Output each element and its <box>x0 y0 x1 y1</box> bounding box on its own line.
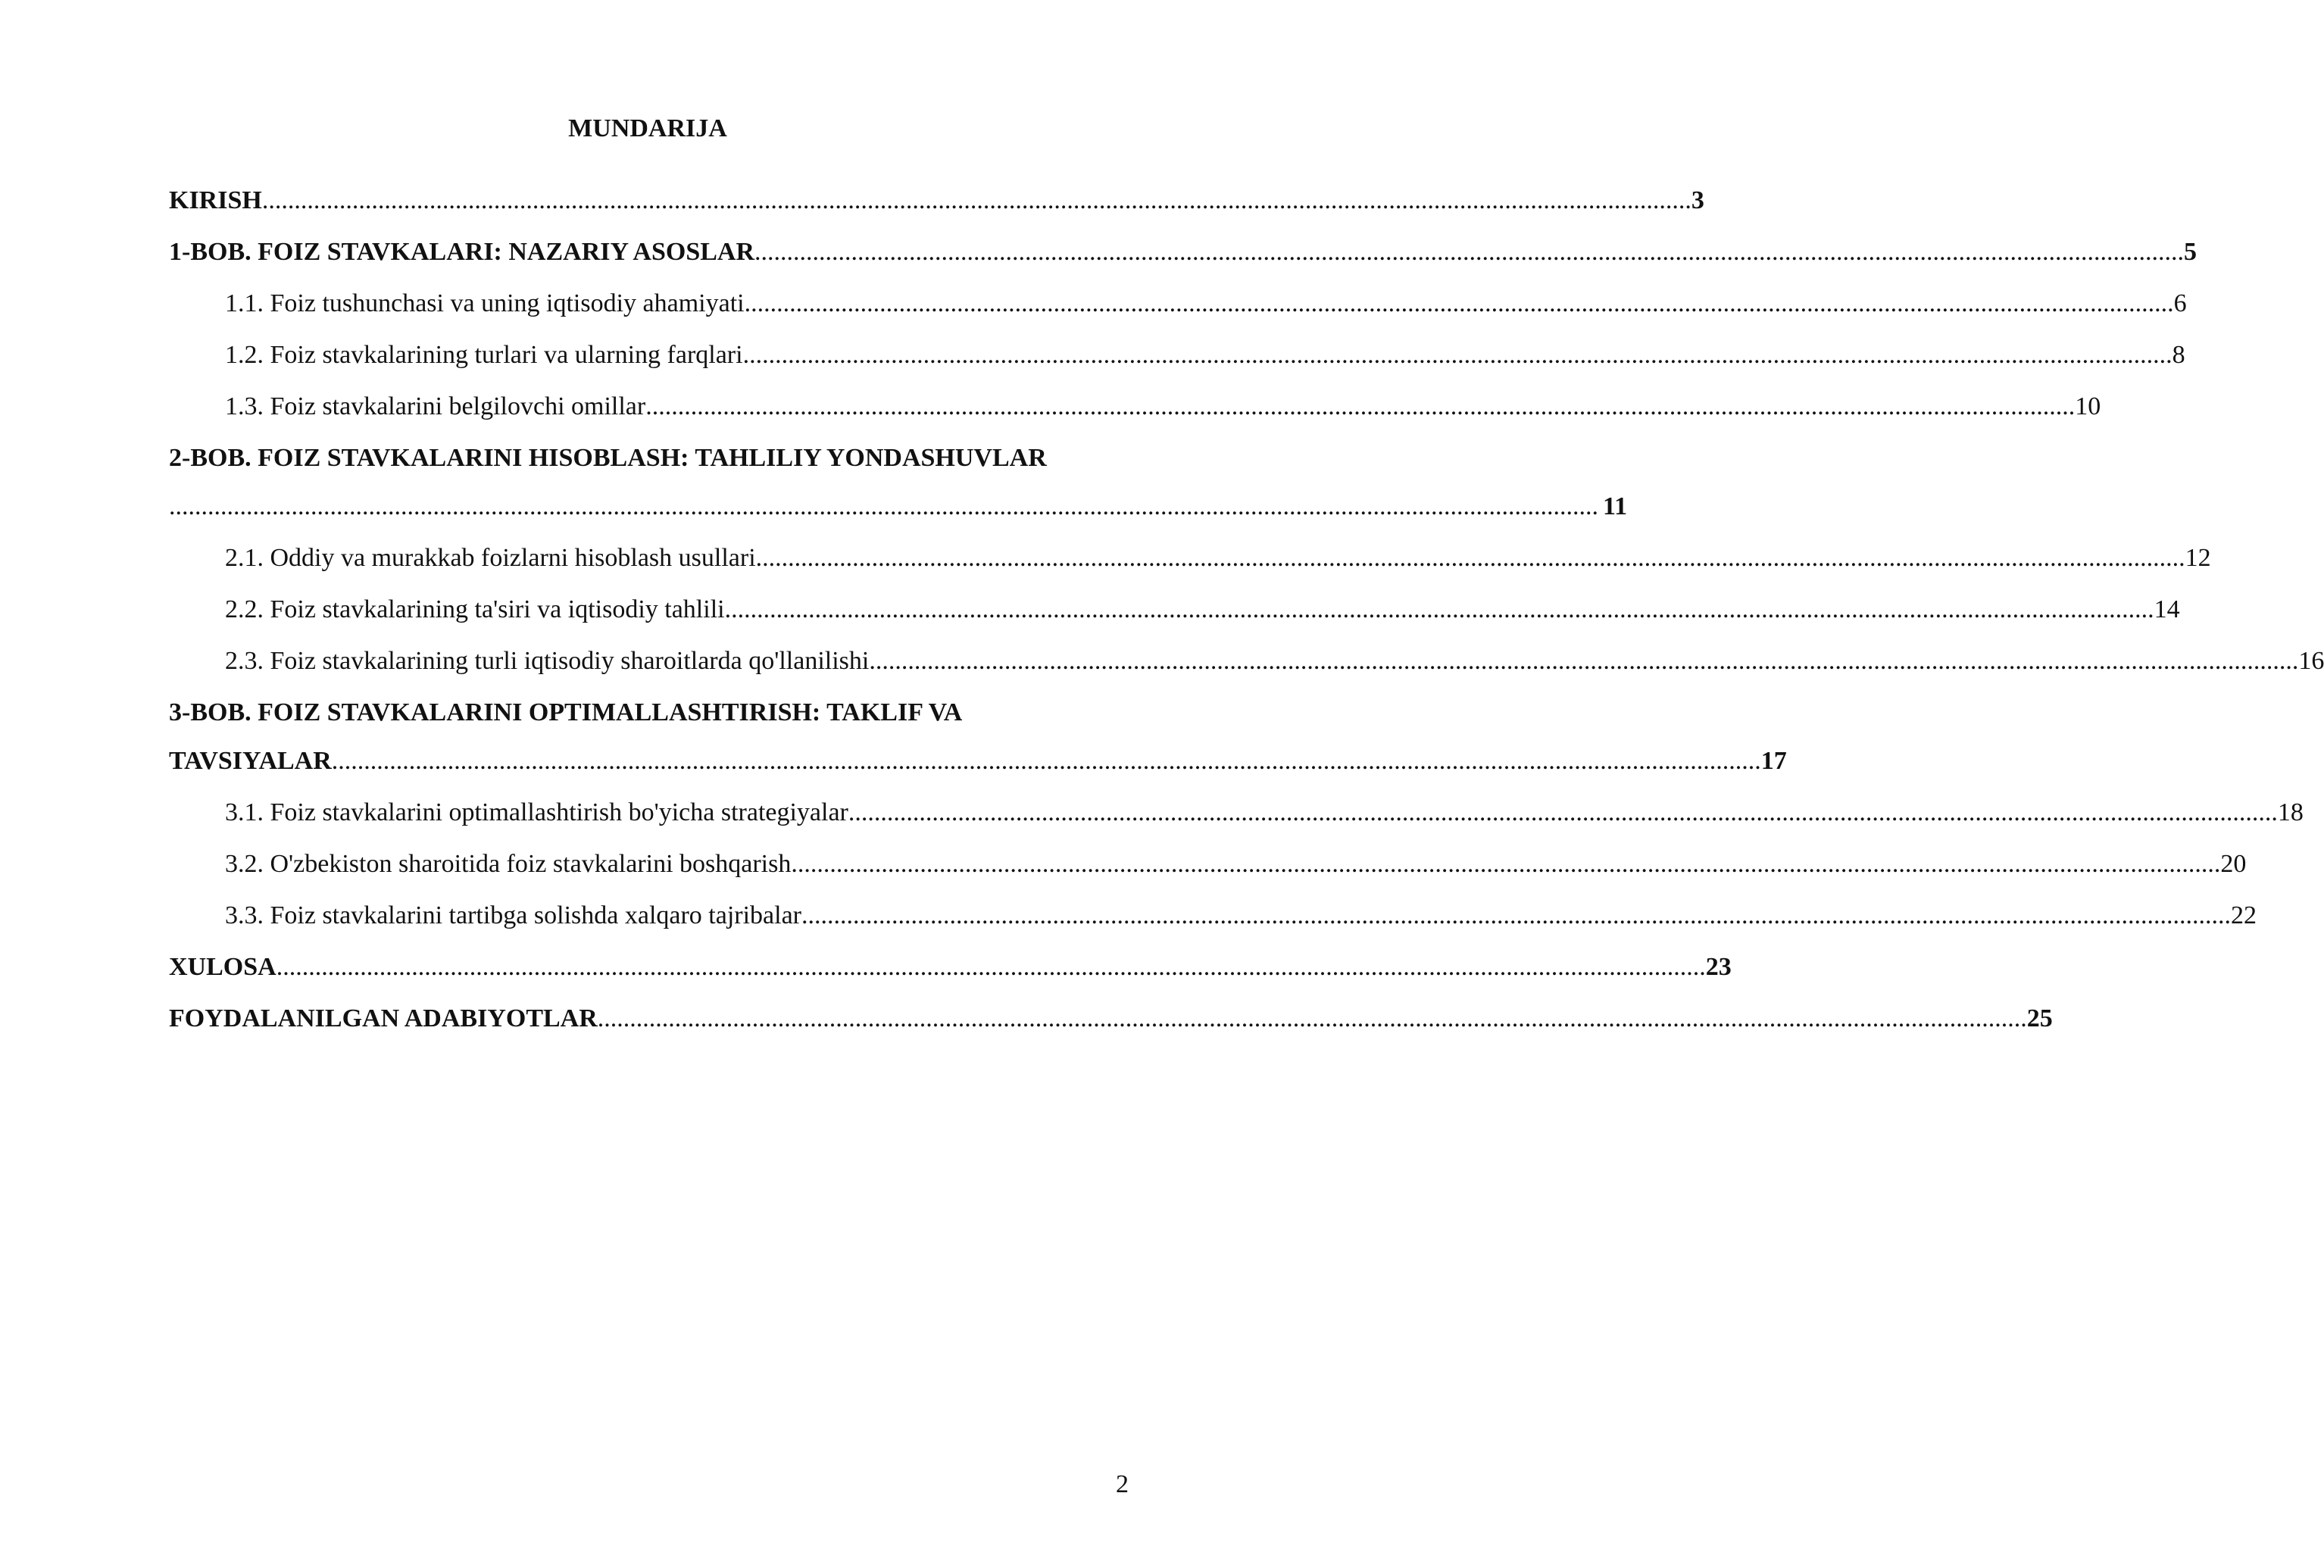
dot-leader: .............................................................................................................................................................................................................................. <box>276 953 1706 981</box>
toc-entry-bob-2-leader[interactable] <box>169 490 1628 525</box>
toc-entry-page: 12 <box>2185 544 2211 572</box>
toc-entry-label: 1-BOB. FOIZ STAVKALARI: NAZARIY ASOSLAR <box>169 238 755 266</box>
toc-entry-page: 14 <box>2154 595 2180 623</box>
dot-leader: .............................................................................................................................................................................................................................. <box>645 392 2076 420</box>
toc-entry-page: 23 <box>1705 953 1732 981</box>
page-title: MUNDARIJA <box>568 114 727 142</box>
dot-leader: .............................................................................................................................................................................................................................. <box>724 595 2154 623</box>
toc-entry-label: FOYDALANILGAN ADABIYOTLAR <box>169 1004 598 1032</box>
toc-entry-label: 2.2. Foiz stavkalarining ta'siri va iqtisodiy tahlili <box>225 595 725 623</box>
toc-entry-page: 6 <box>2173 289 2187 317</box>
toc-entry-xulosa[interactable] <box>169 951 1732 985</box>
toc-entry-label: 1.1. Foiz tushunchasi va uning iqtisodiy ahamiyati <box>225 289 745 317</box>
toc-entry-page: 8 <box>2172 341 2185 369</box>
toc-entry-page: 10 <box>2075 392 2101 420</box>
toc-entry-3-2[interactable] <box>225 848 2247 882</box>
dot-leader: .............................................................................................................................................................................................................................. <box>754 238 2185 266</box>
dot-leader: .............................................................................................................................................................................................................................. <box>744 289 2174 317</box>
toc-entry-page: 16 <box>2298 647 2324 675</box>
toc-entry-label: 3.1. Foiz stavkalarini optimallashtirish bo'yicha strategiyalar <box>225 798 848 826</box>
toc-entry-bob-3[interactable] <box>169 696 1154 731</box>
dot-leader: .............................................................................................................................................................................................................................. <box>791 850 2221 878</box>
dot-leader: .............................................................................................................................................................................................................................. <box>169 492 1598 520</box>
toc-entry-3-3[interactable] <box>225 899 2257 934</box>
dot-leader: .............................................................................................................................................................................................................................. <box>742 341 2173 369</box>
toc-entry-2-3[interactable] <box>225 645 2324 679</box>
toc-entry-bob-1[interactable] <box>169 236 2197 270</box>
toc-entry-2-2[interactable] <box>225 593 2180 628</box>
toc-entry-page: 17 <box>1760 747 1787 775</box>
toc-entry-page: 11 <box>1603 492 1628 520</box>
toc-entry-page: 20 <box>2220 850 2247 878</box>
toc-entry-label: 1.2. Foiz stavkalarining turlari va ularning farqlari <box>225 341 743 369</box>
dot-leader: .............................................................................................................................................................................................................................. <box>331 747 1761 775</box>
toc-entry-page: 25 <box>2026 1004 2053 1032</box>
toc-entry-label: KIRISH <box>169 186 262 214</box>
toc-entry-page: 22 <box>2231 901 2257 929</box>
toc-entry-bob-2[interactable] <box>169 442 1154 476</box>
dot-leader: .............................................................................................................................................................................................................................. <box>755 544 2185 572</box>
toc-entry-3-1[interactable] <box>225 796 2304 831</box>
toc-entry-label: 2.1. Oddiy va murakkab foizlarni hisoblash usullari <box>225 544 756 572</box>
toc-entry-page: 18 <box>2277 798 2304 826</box>
toc-entry-label: 2.3. Foiz stavkalarining turli iqtisodiy sharoitlarda qo'llanilishi <box>225 647 870 675</box>
page-number: 2 <box>1116 1470 1129 1498</box>
dot-leader: .............................................................................................................................................................................................................................. <box>597 1004 2027 1032</box>
dot-leader: .............................................................................................................................................................................................................................. <box>869 647 2299 675</box>
dot-leader: .............................................................................................................................................................................................................................. <box>848 798 2278 826</box>
toc-entry-bob-3-cont[interactable] <box>169 745 1787 779</box>
toc-entry-label: XULOSA <box>169 953 276 981</box>
toc-entry-label: TAVSIYALAR <box>169 747 332 775</box>
toc-entry-label: 3.2. O'zbekiston sharoitida foiz stavkalarini boshqarish <box>225 850 792 878</box>
toc-entry-label: 2-BOB. FOIZ STAVKALARINI HISOBLASH: TAHLILIY YONDASHUVLAR <box>169 444 1047 472</box>
toc-entry-2-1[interactable] <box>225 542 2211 576</box>
toc-entry-1-3[interactable] <box>225 390 2101 425</box>
toc-entry-adabiyotlar[interactable] <box>169 1002 2053 1037</box>
toc-entry-page: 3 <box>1691 186 1704 214</box>
toc-entry-label: 3.3. Foiz stavkalarini tartibga solishda xalqaro tajribalar <box>225 901 801 929</box>
dot-leader: .............................................................................................................................................................................................................................. <box>261 186 1691 214</box>
toc-entry-label: 1.3. Foiz stavkalarini belgilovchi omillar <box>225 392 646 420</box>
toc-entry-kirish[interactable] <box>169 184 1704 219</box>
toc-entry-1-1[interactable] <box>225 287 2187 322</box>
dot-leader: .............................................................................................................................................................................................................................. <box>801 901 2231 929</box>
toc-entry-page: 5 <box>2184 238 2197 266</box>
toc-entry-label: 3-BOB. FOIZ STAVKALARINI OPTIMALLASHTIRISH: TAKLIF VA <box>169 698 963 726</box>
toc-entry-1-2[interactable] <box>225 339 2185 373</box>
